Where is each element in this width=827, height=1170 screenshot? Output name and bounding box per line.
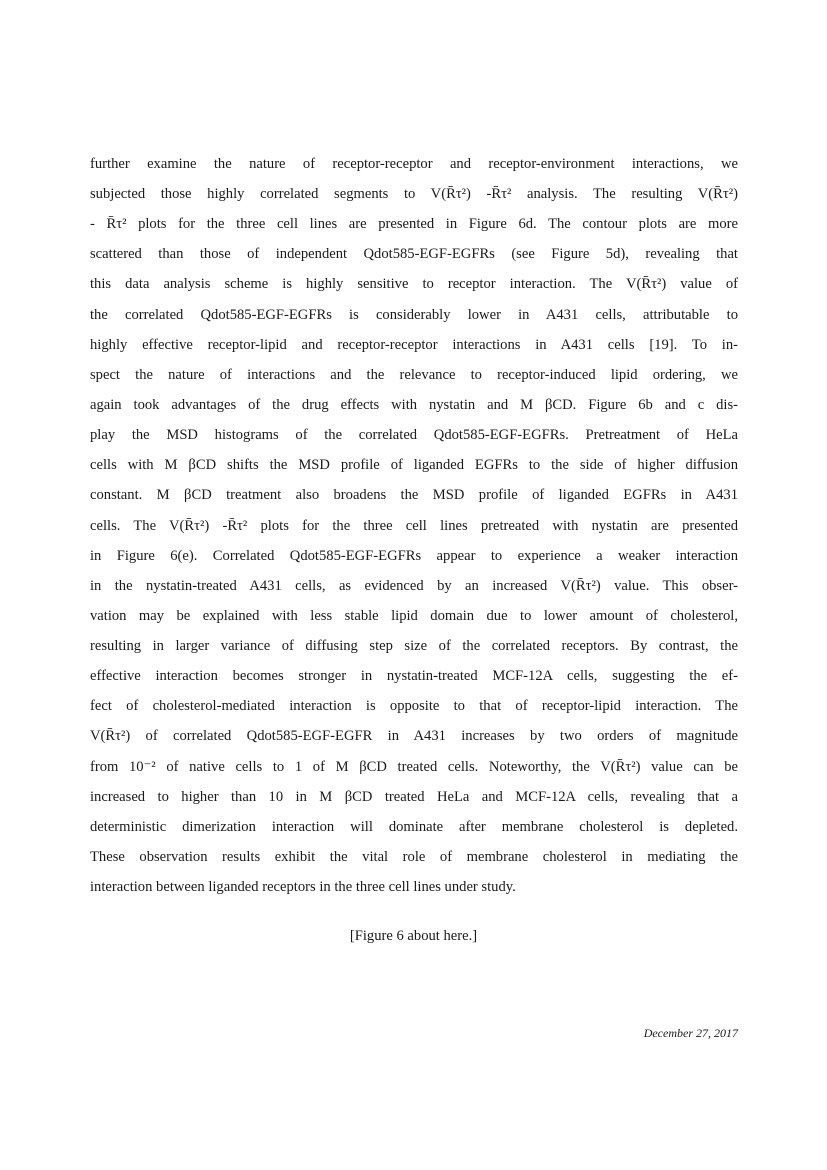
paragraph-line: again took advantages of the drug effects with nystatin and M βCD. Figure 6b and c dis-	[90, 397, 738, 413]
paragraph-line: effective interaction becomes stronger in nystatin-treated MCF-12A cells, suggesting the ef-	[90, 668, 738, 684]
paragraph-line: vation may be explained with less stable lipid domain due to lower amount of cholesterol,	[90, 608, 738, 624]
paragraph-line: in Figure 6(e). Correlated Qdot585-EGF-EGFRs appear to experience a weaker interaction	[90, 548, 738, 564]
footer-date: December 27, 2017	[643, 1026, 738, 1040]
paragraph-line: resulting in larger variance of diffusing step size of the correlated receptors. By contrast, the	[90, 638, 738, 654]
paragraph-line: interaction between liganded receptors in the three cell lines under study.	[90, 879, 516, 895]
paragraph-line: - R̄τ² plots for the three cell lines are presented in Figure 6d. The contour plots are more	[90, 216, 738, 232]
paragraph-line: These observation results exhibit the vital role of membrane cholesterol in mediating the	[90, 849, 738, 865]
paragraph-line: highly effective receptor-lipid and receptor-receptor interactions in A431 cells [19]. To in-	[90, 337, 738, 353]
paragraph-line: further examine the nature of receptor-receptor and receptor-environment interactions, we	[90, 156, 738, 172]
paragraph-line: this data analysis scheme is highly sensitive to receptor interaction. The V(R̄τ²) value of	[90, 276, 738, 292]
paragraph-line: cells. The V(R̄τ²) -R̄τ² plots for the three cell lines pretreated with nystatin are presented	[90, 518, 738, 534]
paragraph-line: subjected those highly correlated segments to V(R̄τ²) -R̄τ² analysis. The resulting V(R̄τ²)	[90, 186, 738, 202]
paragraph-line: deterministic dimerization interaction will dominate after membrane cholesterol is depleted.	[90, 819, 738, 835]
paragraph-line: scattered than those of independent Qdot585-EGF-EGFRs (see Figure 5d), revealing that	[90, 246, 738, 262]
paragraph-line: the correlated Qdot585-EGF-EGFRs is considerably lower in A431 cells, attributable to	[90, 307, 738, 323]
paragraph-line: cells with M βCD shifts the MSD profile of liganded EGFRs to the side of higher diffusion	[90, 457, 738, 473]
paragraph-line: V(R̄τ²) of correlated Qdot585-EGF-EGFR in A431 increases by two orders of magnitude	[90, 728, 738, 744]
paragraph-line: from 10⁻² of native cells to 1 of M βCD treated cells. Noteworthy, the V(R̄τ²) value can be	[90, 759, 738, 775]
paragraph-line: in the nystatin-treated A431 cells, as evidenced by an increased V(R̄τ²) value. This obser-	[90, 578, 738, 594]
paragraph-line: spect the nature of interactions and the relevance to receptor-induced lipid ordering, we	[90, 367, 738, 383]
paragraph-line: play the MSD histograms of the correlated Qdot585-EGF-EGFRs. Pretreatment of HeLa	[90, 427, 738, 443]
paragraph-line: constant. M βCD treatment also broadens the MSD profile of liganded EGFRs in A431	[90, 487, 738, 503]
paragraph-line: increased to higher than 10 in M βCD treated HeLa and MCF-12A cells, revealing that a	[90, 789, 738, 805]
figure-placeholder: [Figure 6 about here.]	[349, 928, 478, 944]
paragraph-line: fect of cholesterol-mediated interaction is opposite to that of receptor-lipid interaction. The	[90, 698, 738, 714]
